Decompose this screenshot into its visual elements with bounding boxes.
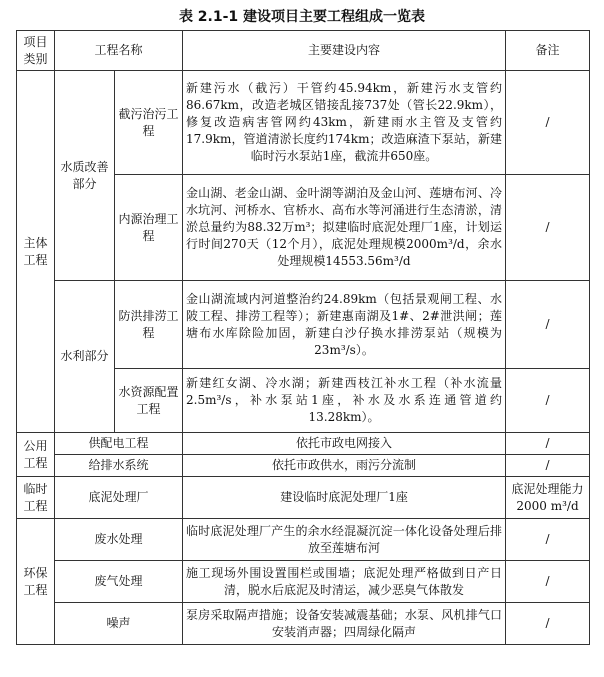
row-remark: / [506, 603, 590, 645]
header-name: 工程名称 [55, 31, 183, 71]
table-row [17, 281, 590, 369]
table-row [17, 561, 590, 603]
group-water-quality: 水质改善部分 [55, 71, 115, 281]
row-remark: / [506, 369, 590, 433]
group-temporary: 临时工程 [17, 477, 55, 519]
row-remark: / [506, 175, 590, 281]
header-content: 主要建设内容 [183, 31, 506, 71]
row-content: 泵房采取隔声措施；设备安装减震基础；水泵、风机排气口安装消声器；四周绿化隔声 [183, 603, 506, 645]
row-name: 截污治污工程 [115, 71, 183, 175]
table-row [17, 71, 590, 175]
row-content: 依托市政电网接入 [183, 433, 506, 455]
row-name: 底泥处理厂 [55, 477, 183, 519]
table-row [17, 433, 590, 455]
project-composition-table [16, 30, 590, 645]
row-remark: / [506, 71, 590, 175]
row-name: 防洪排涝工程 [115, 281, 183, 369]
row-name: 废水处理 [55, 519, 183, 561]
row-content: 金山湖、老金山湖、金叶湖等湖泊及金山河、莲塘布河、冷水坑河、河桥水、官桥水、高布水等河涌进行生态清淤，清淤总量约为88.32万m³；拟建临时底泥处理厂1座，计划运行时间270天（12个月），底泥处理规模2000m³/d，余水处理规模14553.56m³/d [183, 175, 506, 281]
group-water-conservancy: 水利部分 [55, 281, 115, 433]
row-content: 新建红女湖、冷水湖；新建西枝江补水工程（补水流量2.5m³/s，补水泵站1座，补水及水系连通管道约13.28km）。 [183, 369, 506, 433]
row-remark: / [506, 561, 590, 603]
row-name: 噪声 [55, 603, 183, 645]
row-remark: / [506, 519, 590, 561]
group-environment: 环保工程 [17, 519, 55, 645]
row-name: 内源治理工程 [115, 175, 183, 281]
row-name: 给排水系统 [55, 455, 183, 477]
row-remark: / [506, 281, 590, 369]
row-content: 临时底泥处理厂产生的余水经混凝沉淀一体化设备处理后排放至莲塘布河 [183, 519, 506, 561]
table-row [17, 603, 590, 645]
row-remark: / [506, 433, 590, 455]
header-remark: 备注 [506, 31, 590, 71]
table-row [17, 477, 590, 519]
row-content: 依托市政供水，雨污分流制 [183, 455, 506, 477]
row-content: 新建污水（截污）干管约45.94km，新建污水支管约86.67km，改造老城区错接乱接737处（管长22.9km），修复改造病害管网约43km，新建雨水主管及支管约17.9km，管道清淤长度约174km；改造麻渣下泵站，新建临时污水泵站1座，截流井650座。 [183, 71, 506, 175]
row-name: 水资源配置工程 [115, 369, 183, 433]
table-row [17, 455, 590, 477]
row-content: 建设临时底泥处理厂1座 [183, 477, 506, 519]
row-remark: / [506, 455, 590, 477]
row-content: 施工现场外围设置围栏或围墙；底泥处理严格做到日产日清，脱水后底泥及时清运，减少恶臭气体散发 [183, 561, 506, 603]
row-content: 金山湖流域内河道整治约24.89km（包括景观闸工程、水陂工程、排涝工程等）；新建惠南湖及1#、2#泄洪闸；莲塘布水库除险加固，新建白沙仔换水排涝泵站（规模为23m³/s）。 [183, 281, 506, 369]
group-main: 主体工程 [17, 71, 55, 433]
header-category: 项目类别 [17, 31, 55, 71]
row-remark: 底泥处理能力2000 m³/d [506, 477, 590, 519]
table-title: 表 2.1-1 建设项目主要工程组成一览表 [178, 9, 426, 25]
group-public: 公用工程 [17, 433, 55, 477]
header-row [17, 31, 590, 71]
row-name: 废气处理 [55, 561, 183, 603]
row-name: 供配电工程 [55, 433, 183, 455]
table-row [17, 519, 590, 561]
